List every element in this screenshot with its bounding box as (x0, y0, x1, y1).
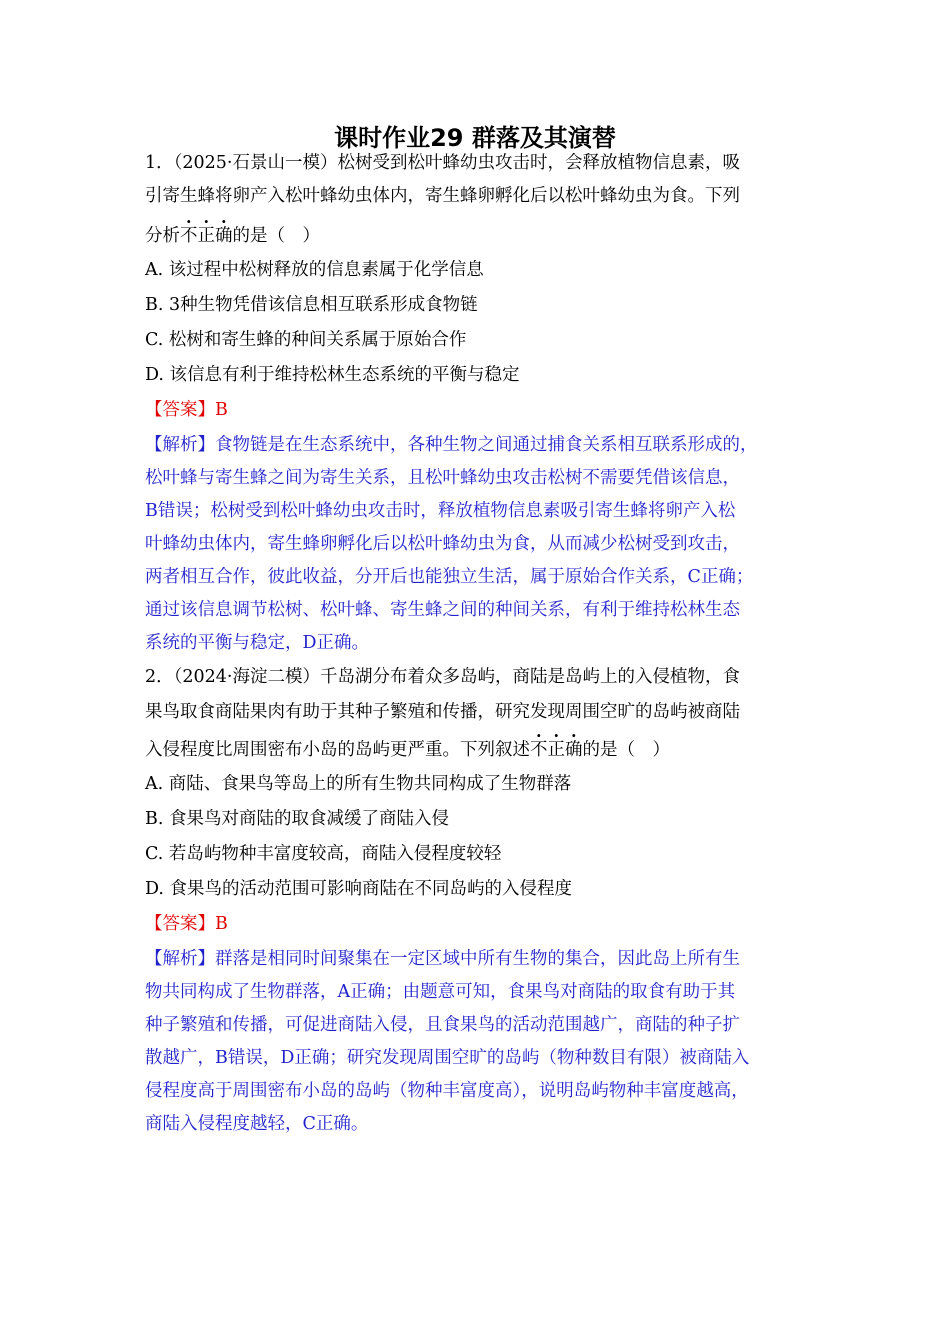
q2-analysis-label: 【解析】 (145, 949, 215, 969)
q2-analysis-line: 侵程度高于周围密布小岛的岛屿（物种丰富度高），说明岛屿物种丰富度越高， (145, 1081, 749, 1101)
q1-option-c: C. 松树和寄生蜂的种间关系属于原始合作 (145, 330, 467, 350)
q2-option-b: B. 食果鸟对商陆的取食减缓了商陆入侵 (145, 809, 449, 829)
q1-analysis-line: 系统的平衡与稳定，D正确。 (145, 633, 370, 653)
q2-stem-post: 的是（ ） (582, 740, 670, 760)
q2-analysis-line: 商陆入侵程度越轻，C正确。 (145, 1114, 369, 1134)
q1-analysis-line: B错误；松树受到松叶蜂幼虫攻击时，释放植物信息素吸引寄生蜂将卵产入松 (145, 501, 736, 521)
q2-emphasis-char: 不 (530, 740, 548, 760)
q2-analysis-line: 散越广，B错误，D正确；研究发现周围空旷的岛屿（物种数目有限）被商陆入 (145, 1048, 750, 1068)
q1-option-b: B. 3种生物凭借该信息相互联系形成食物链 (145, 295, 478, 315)
q1-stem-line-2: 引寄生蜂将卵产入松叶蜂幼虫体内，寄生蜂卵孵化后以松叶蜂幼虫为食。下列 (145, 186, 740, 206)
q1-option-d: D. 该信息有利于维持松林生态系统的平衡与稳定 (145, 365, 520, 385)
q2-stem-line-2: 果鸟取食商陆果肉有助于其种子繁殖和传播，研究发现周围空旷的岛屿被商陆 (145, 702, 740, 722)
q1-emphasis-char: 确 (215, 226, 233, 246)
q1-stem-pre: 分析 (145, 226, 180, 246)
q1-analysis-line (145, 433, 758, 457)
q1-analysis-line: 两者相互合作，彼此收益，分开后也能独立生活，属于原始合作关系，C正确； (145, 567, 754, 587)
q1-stem-post: 的是（ ） (232, 226, 320, 246)
q1-stem-line-1: 1．（2025·石景山一模）松树受到松叶蜂幼虫攻击时，会释放植物信息素，吸 (145, 153, 740, 173)
q1-emphasis-char: 不 (180, 226, 198, 246)
q1-analysis-line: 松叶蜂与寄生蜂之间为寄生关系，且松叶蜂幼虫攻击松树不需要凭借该信息， (145, 468, 740, 488)
q2-stem-line-1: 2．（2024·海淀二模）千岛湖分布着众多岛屿，商陆是岛屿上的入侵植物，食 (145, 667, 740, 687)
q2-emphasis-char: 正 (547, 740, 565, 760)
page-title: 课时作业29 群落及其演替 (334, 124, 616, 152)
q1-analysis-line: 通过该信息调节松树、松叶蜂、寄生蜂之间的种间关系，有利于维持松林生态 (145, 600, 740, 620)
q2-emphasis-char: 确 (565, 740, 583, 760)
q1-analysis-line: 叶蜂幼虫体内，寄生蜂卵孵化后以松叶蜂幼虫为食，从而减少松树受到攻击， (145, 534, 740, 554)
q1-stem-line-3 (145, 224, 320, 248)
q1-answer: 【答案】B (145, 400, 228, 420)
q2-stem-line-3 (145, 738, 670, 762)
q2-option-c: C. 若岛屿物种丰富度较高，商陆入侵程度较轻 (145, 844, 502, 864)
q1-analysis-text: 食物链是在生态系统中，各种生物之间通过捕食关系相互联系形成的， (215, 435, 758, 455)
q2-analysis-text: 群落是相同时间聚集在一定区域中所有生物的集合，因此岛上所有生 (215, 949, 740, 969)
q2-option-a: A. 商陆、食果鸟等岛上的所有生物共同构成了生物群落 (145, 774, 572, 794)
q2-answer: 【答案】B (145, 914, 228, 934)
q2-analysis-line (145, 947, 740, 971)
q1-emphasis-char: 正 (197, 226, 215, 246)
q1-analysis-label: 【解析】 (145, 435, 215, 455)
q1-option-a: A. 该过程中松树释放的信息素属于化学信息 (145, 260, 484, 280)
q2-option-d: D. 食果鸟的活动范围可影响商陆在不同岛屿的入侵程度 (145, 879, 573, 899)
q2-analysis-line: 种子繁殖和传播，可促进商陆入侵，且食果鸟的活动范围越广，商陆的种子扩 (145, 1015, 740, 1035)
q2-stem-pre: 入侵程度比周围密布小岛的岛屿更严重。下列叙述 (145, 740, 530, 760)
q2-analysis-line: 物共同构成了生物群落，A正确；由题意可知，食果鸟对商陆的取食有助于其 (145, 982, 736, 1002)
